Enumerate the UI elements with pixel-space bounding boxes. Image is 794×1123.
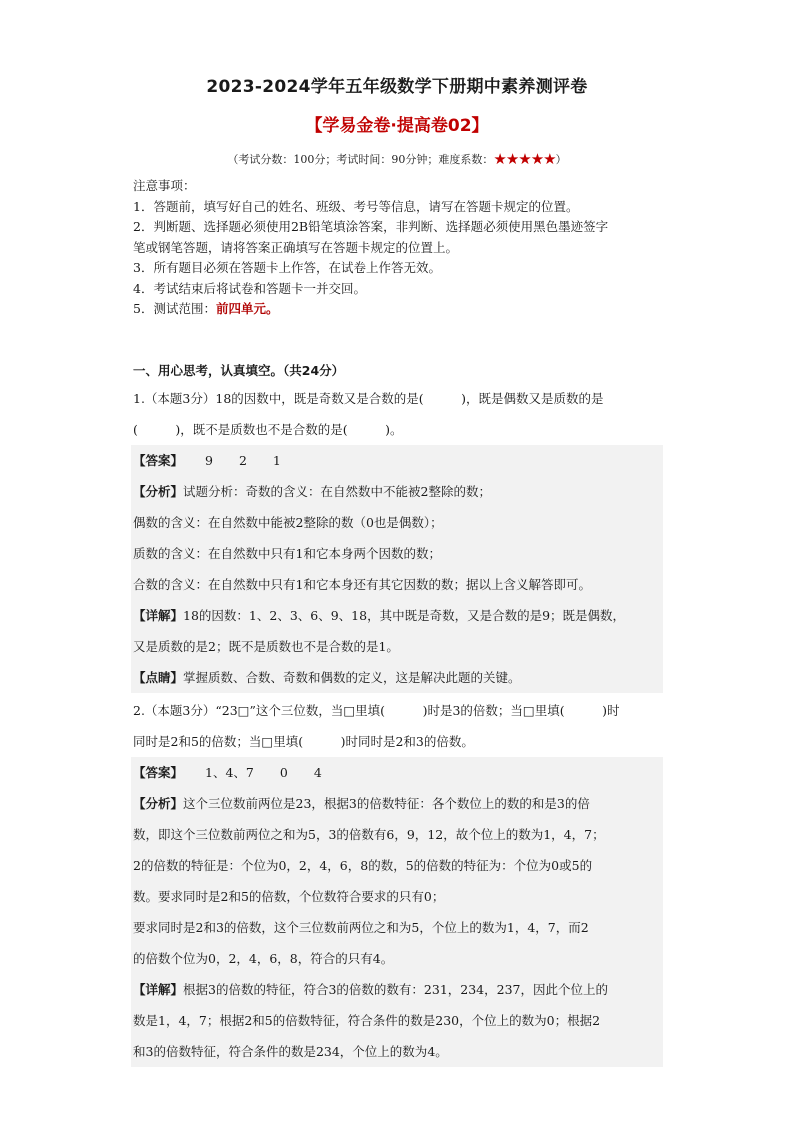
solution-1 — [131, 445, 663, 693]
detail-text: 又是质数的是2；既不是质数也不是合数的是1。 — [133, 639, 399, 654]
detail-text: 18的因数：1、2、3、6、9、18，其中既是奇数，又是合数的是9；既是偶数， — [183, 608, 626, 623]
solution-2 — [131, 757, 663, 1067]
analysis-text: 合数的含义：在自然数中只有1和它本身还有其它因数的数；据以上含义解答即可。 — [133, 577, 591, 592]
question-text: 2.（本题3分）“23□”这个三位数，当□里填( )时是3的倍数；当□里填( )时 — [133, 703, 620, 718]
note-item: 3．所有题目必须在答题卡上作答，在试卷上作答无效。 — [133, 260, 441, 275]
analysis-text: 的倍数个位为0，2，4，6，8，符合的只有4。 — [133, 951, 394, 966]
detail-row — [131, 974, 663, 1005]
analysis-row — [131, 476, 663, 507]
analysis-text: 这个三位数前两位是23，根据3的倍数特征：各个数位上的数的和是3的倍 — [183, 796, 590, 811]
analysis-tag: 【分析】 — [133, 796, 184, 811]
section-title: 一、用心思考，认真填空。（共24分） — [133, 363, 345, 378]
analysis-row — [131, 788, 663, 819]
note-item: 1．答题前，填写好自己的姓名、班级、考号等信息，请写在答题卡规定的位置。 — [133, 198, 579, 214]
analysis-text: 偶数的含义：在自然数中能被2整除的数（0也是偶数）； — [133, 515, 443, 530]
detail-tag: 【详解】 — [133, 982, 184, 997]
detail-text: 根据3的倍数的特征，符合3的倍数的数有：231，234，237，因此个位上的 — [183, 982, 608, 997]
answer-value: 1、4、7 — [205, 765, 254, 780]
notes-heading: 注意事项： — [133, 178, 196, 193]
detail-text: 数是1，4，7；根据2和5的倍数特征，符合条件的数是230，个位上的数为0；根据2 — [133, 1013, 601, 1028]
answer-tag: 【答案】 — [133, 453, 184, 468]
scope-label: 5．测试范围： — [133, 301, 216, 316]
point-row — [131, 662, 663, 693]
answer-values — [205, 445, 307, 476]
exam-meta — [0, 150, 794, 168]
question-1 — [133, 383, 663, 445]
answer-value: 9 — [205, 453, 213, 468]
answer-row — [131, 757, 663, 788]
answer-tag: 【答案】 — [133, 765, 184, 780]
answer-value: 2 — [238, 453, 247, 468]
note-item: 4．考试结束后将试卷和答题卡一并交回。 — [133, 280, 366, 296]
point-text: 掌握质数、合数、奇数和偶数的定义，这是解决此题的关键。 — [183, 670, 521, 685]
question-2 — [133, 695, 663, 757]
answer-values — [205, 757, 348, 788]
notes-block — [133, 176, 673, 320]
point-tag: 【点睛】 — [133, 670, 184, 685]
analysis-text: 试题分析：奇数的含义：在自然数中不能被2整除的数； — [183, 484, 491, 499]
question-text: ( )，既不是质数也不是合数的是( )。 — [133, 422, 403, 437]
answer-row — [131, 445, 663, 476]
exam-subtitle: 【学易金卷·提高卷02】 — [305, 116, 489, 136]
question-text: 1.（本题3分）18的因数中，既是奇数又是合数的是( )，既是偶数又是质数的是 — [133, 391, 604, 406]
meta-suffix: ） — [555, 153, 567, 166]
detail-row — [131, 600, 663, 631]
note-item: 2．判断题、选择题必须使用2B铅笔填涂答案，非判断、选择题必须使用黑色墨迹签字 — [133, 219, 609, 234]
question-text: 同时是2和5的倍数；当□里填( )时同时是2和3的倍数。 — [133, 734, 474, 749]
analysis-text: 要求同时是2和3的倍数，这个三位数前两位之和为5，个位上的数为1，4，7，而2 — [133, 920, 589, 935]
meta-text: （考试分数：100分；考试时间：90分钟；难度系数： — [227, 153, 494, 166]
analysis-text: 数。要求同时是2和5的倍数，个位数符合要求的只有0； — [133, 889, 445, 904]
analysis-text: 质数的含义：在自然数中只有1和它本身两个因数的数； — [133, 546, 441, 561]
analysis-tag: 【分析】 — [133, 484, 184, 499]
analysis-text: 数，即这个三位数前两位之和为5，3的倍数有6，9，12，故个位上的数为1，4，7； — [133, 827, 605, 842]
difficulty-stars-icon: ★★★★★ — [493, 150, 556, 168]
scope-value: 前四单元。 — [215, 301, 279, 316]
answer-value: 1 — [272, 453, 281, 468]
answer-value: 4 — [313, 765, 322, 780]
note-scope — [133, 299, 673, 320]
detail-text: 和3的倍数特征，符合条件的数是234，个位上的数为4。 — [133, 1044, 448, 1059]
analysis-text: 2的倍数的特征是：个位为0，2，4，6，8的数，5的倍数的特征为：个位为0或5的 — [133, 858, 593, 873]
exam-title: 2023-2024学年五年级数学下册期中素养测评卷 — [206, 77, 588, 97]
detail-tag: 【详解】 — [133, 608, 184, 623]
note-item: 笔或钢笔答题，请将答案正确填写在答题卡规定的位置上。 — [133, 239, 459, 255]
answer-value: 0 — [279, 765, 288, 780]
